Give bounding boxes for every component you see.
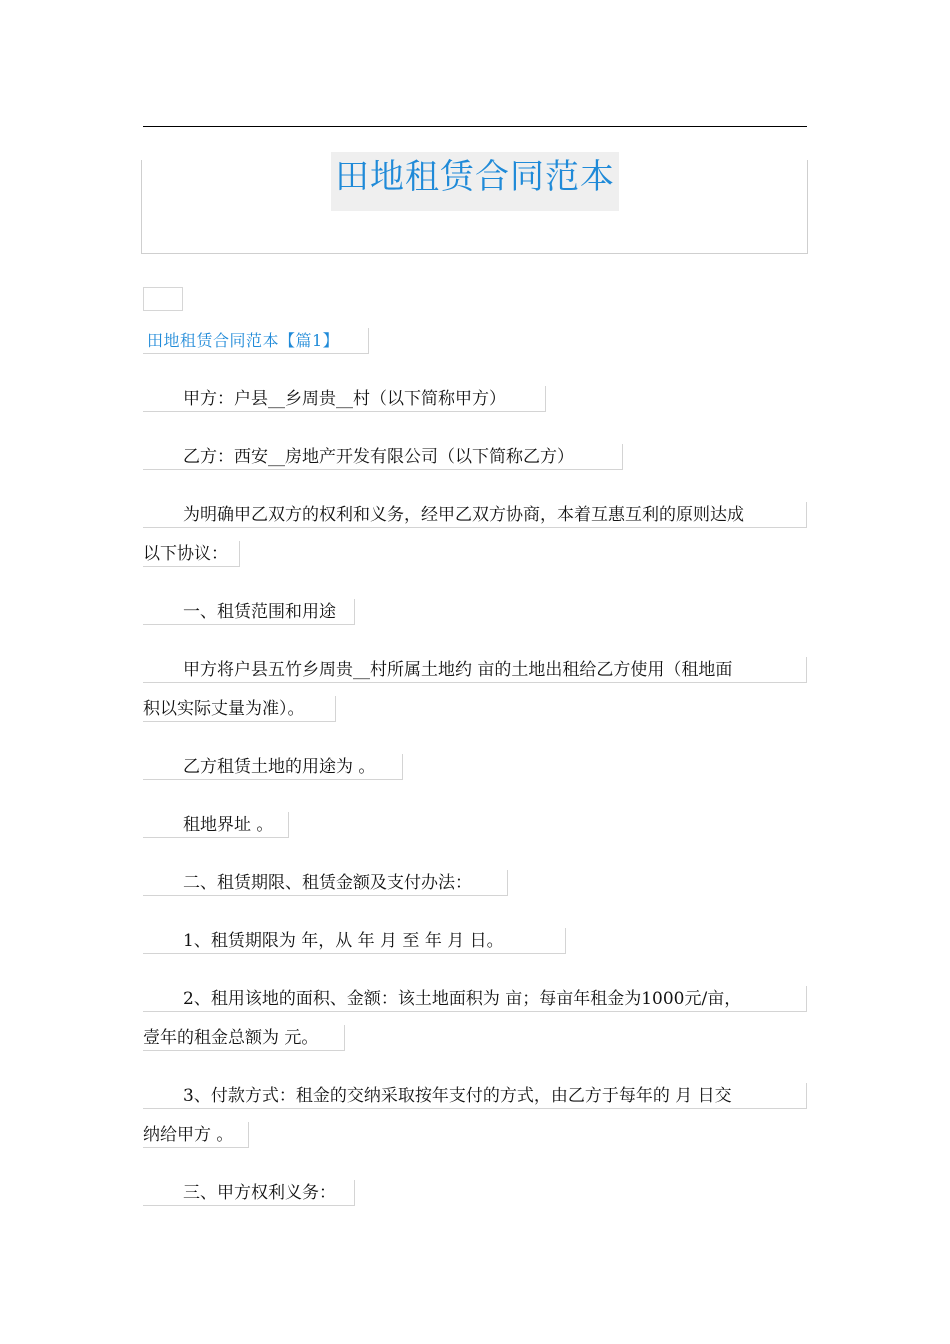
paragraph-line: 纳给甲方 。 — [143, 1122, 249, 1148]
paragraph-line: 2、租用该地的面积、金额：该土地面积为 亩；每亩年租金为1000元/亩， — [143, 986, 807, 1012]
party-a-line: 甲方：户县__乡周贵__村（以下简称甲方） — [143, 386, 546, 412]
document-title: 田地租赁合同范本 — [331, 152, 619, 211]
paragraph-line: 为明确甲乙双方的权利和义务，经甲乙双方协商，本着互惠互利的原则达成 — [143, 502, 807, 528]
paragraph-line: 乙方租赁土地的用途为 。 — [143, 754, 403, 780]
paragraph-line: 壹年的租金总额为 元。 — [143, 1025, 345, 1051]
clause-heading: 三、甲方权利义务： — [143, 1180, 355, 1206]
clause-heading: 一、租赁范围和用途 — [143, 599, 355, 625]
paragraph-line: 以下协议： — [143, 541, 240, 567]
top-rule — [143, 126, 807, 127]
paragraph-line: 租地界址 。 — [143, 812, 289, 838]
clause-heading: 二、租赁期限、租赁金额及支付办法： — [143, 870, 508, 896]
paragraph-line: 3、付款方式：租金的交纳采取按年支付的方式，由乙方于每年的 月 日交 — [143, 1083, 807, 1109]
section-heading: 田地租赁合同范本【篇1】 — [143, 328, 369, 354]
paragraph-line: 甲方将户县五竹乡周贵__村所属土地约 亩的土地出租给乙方使用（租地面 — [143, 657, 807, 683]
paragraph-line: 1、租赁期限为 年，从 年 月 至 年 月 日。 — [143, 928, 566, 954]
empty-field-box — [143, 287, 183, 311]
paragraph-line: 积以实际丈量为准）。 — [143, 696, 336, 722]
party-b-line: 乙方：西安__房地产开发有限公司（以下简称乙方） — [143, 444, 623, 470]
